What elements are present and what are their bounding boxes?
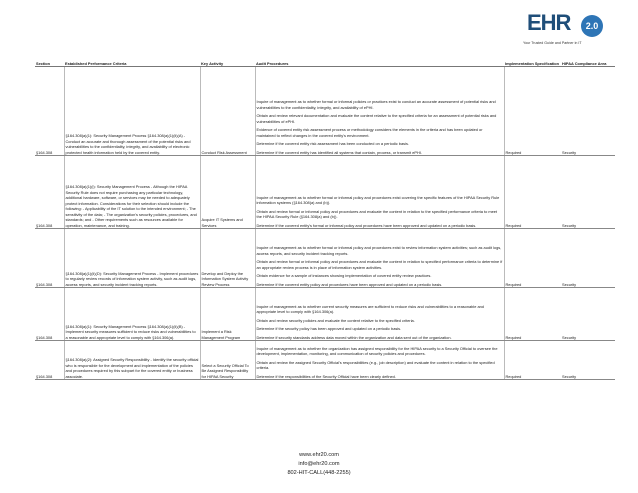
cell-activity: Conduct Risk Assessment <box>200 67 255 156</box>
cell-section: §164.308 <box>35 288 64 341</box>
procedure-item: Determine if the covered entity risk assessment has been conducted on a periodic basis. <box>256 141 409 146</box>
procedure-item: Obtain and review the assigned Security Official's responsibilities (e.g., job description) and evaluate the content in relation to the specified criteria. <box>256 359 495 370</box>
cell-section: §164.308 <box>35 156 64 229</box>
cell-criteria: §164.308(a)(1)(ii)(D): Security Management Process - Implement procedures to regularly review records of information system activity, such as audit logs, access reports, and security incident tracking reports. <box>64 229 200 288</box>
cell-procedures <box>255 341 504 380</box>
cell-implementation: Required <box>504 156 561 229</box>
cell-hipaa: Security <box>561 67 615 156</box>
footer-phone: 802-HIT-CALL(448-2255) <box>287 470 351 476</box>
logo-mark <box>523 8 585 40</box>
procedure-item: Determine if the security policy has been approved and updated on a periodic basis. <box>256 326 402 331</box>
cell-criteria: §164.308(a)(1): Security Management Process §164.308(a)(1)(ii)(A) - Conduct an accurate and thorough assessment of the potential risks and vulnerabilities to the confidentiality, integrity, and availability of electronic protected health information held by the covered entity. <box>64 67 200 156</box>
cell-procedures <box>255 156 504 229</box>
table-row <box>35 229 615 288</box>
cell-activity: Select a Security Official To Be Assigned Responsibility for HIPAA Security <box>200 341 255 380</box>
cell-hipaa: Security <box>561 341 615 380</box>
cell-criteria: §164.308(a)(1)(i): Security Management Process - Although the HIPAA Security Rule does not require purchasing any particular technology, additional hardware, software, or services may be needed to adequately protect information. Considerations for their selection should include the following: - Applicability of the IT solution to the intended environment; - The sensitivity of the data; - The organization's security policies, procedures, and standards; and - Other requirements such as resources available for operation, maintenance, and training. <box>64 156 200 229</box>
cell-hipaa: Security <box>561 156 615 229</box>
logo-tagline: Your Trusted Guide and Partner in IT <box>523 41 582 45</box>
table-row <box>35 341 615 380</box>
cell-implementation: Required <box>504 67 561 156</box>
cell-procedures <box>255 229 504 288</box>
procedure-item: Obtain and review security policies and evaluate the content relative to the specified criteria. <box>256 317 415 323</box>
procedure-item: Obtain and review formal or informal policy and procedures and evaluate the content in relation to specified performance criteria to determine if an appropriate review process is in place of information system activities. <box>256 259 503 270</box>
header-implementation: Implementation Specification <box>504 48 561 67</box>
procedure-item: Inquire of management as to whether formal or informal policy and procedures exist covering the specific features of the HIPAA Security Rule information systems (§164.308(a) and (b)). <box>256 194 500 205</box>
header-procedures: Audit Procedures <box>255 48 504 67</box>
cell-procedures <box>255 288 504 341</box>
procedure-item: Determine if security standards address data moved within the organization and data sent out of the organization. <box>256 334 452 340</box>
cell-implementation: Required <box>504 341 561 380</box>
cell-criteria: §164.308(a)(1): Security Management Process §164.308(a)(1)(ii)(B) - Implement security measures sufficient to reduce risks and vulnerabilities to a reasonable and appropriate level to comply with §164.306(a). <box>64 288 200 341</box>
logo-version-badge: 2.0 <box>581 15 603 37</box>
cell-hipaa: Security <box>561 229 615 288</box>
cell-activity: Implement a Risk Management Program <box>200 288 255 341</box>
logo-text: EHR <box>527 10 571 35</box>
ehr20-logo <box>523 8 607 48</box>
header-activity: Key Activity <box>200 48 255 67</box>
table-row <box>35 156 615 229</box>
table-row <box>35 67 615 156</box>
procedure-item: Determine if the covered entity's formal or informal policy and procedures have been approved and updated on a periodic basis. <box>256 222 477 228</box>
procedure-item: Determine if the covered entity policy and procedures have been approved and updated on a periodic basis. <box>256 281 443 287</box>
procedure-item: Inquire of management as to whether current security measures are sufficient to reduce risks and vulnerabilities to a reasonable and appropriate level to comply with §164.306(a). <box>256 303 484 314</box>
footer-email[interactable]: info@ehr20.com <box>298 461 340 467</box>
procedure-item: Inquire of management as to whether formal or informal policy and procedures exist to review information system activities; such as audit logs, access reports, and security incident tracking reports. <box>256 245 502 256</box>
procedure-item: Obtain evidence for a sample of instances showing implementation of covered entity review practices. <box>256 273 432 278</box>
cell-implementation: Required <box>504 288 561 341</box>
procedure-item: Determine if the covered entity has identified all systems that contain, process, or transmit ePHI. <box>256 149 422 155</box>
procedure-item: Determine if the responsibilities of the Security Official have been clearly defined. <box>256 373 396 379</box>
cell-section: §164.308 <box>35 341 64 380</box>
header-criteria: Established Performance Criteria <box>64 48 200 67</box>
audit-table <box>35 48 615 380</box>
header-section: Section <box>35 48 64 67</box>
cell-hipaa: Security <box>561 288 615 341</box>
footer-website[interactable]: www.ehr20.com <box>299 452 339 458</box>
cell-activity: Develop and Deploy the Information System Activity Review Process <box>200 229 255 288</box>
procedure-item: Obtain and review relevant documentation and evaluate the content relative to the specified criteria for an assessment of potential risks and vulnerabilities of ePHI. <box>256 113 497 124</box>
table-header-row <box>35 48 615 67</box>
procedure-item: Inquire of management as to whether formal or informal policies or practices exist to conduct an accurate assessment of potential risks and vulnerabilities to the confidentiality, integrity, and availability of ePHI. <box>256 99 496 110</box>
procedure-item: Inquire of management as to whether the organization has assigned responsibility for the HIPAA security to a Security Official to oversee the development, implementation, monitoring, and communication of security policies and procedures. <box>256 345 498 356</box>
header-hipaa: HIPAA Compliance Area <box>561 48 615 67</box>
procedure-item: Evidence of covered entity risk assessment process or methodology considers the elements in the criteria and has been updated or maintained to reflect changes in the covered entity's environment. <box>256 127 483 138</box>
cell-criteria: §164.308(a)(2): Assigned Security Responsibility - Identify the security official who is responsible for the development and implementation of the policies and procedures required by this subpart for the covered entity or business associate. <box>64 341 200 380</box>
table-row <box>35 288 615 341</box>
cell-section: §164.308 <box>35 67 64 156</box>
cell-activity: Acquire IT Systems and Services <box>200 156 255 229</box>
cell-implementation: Required <box>504 229 561 288</box>
procedure-item: Obtain and review formal or informal policy and procedures and evaluate the content in relation to the specified performance criteria to meet the HIPAA Security Rule (§164.308(a) and (b)). <box>256 208 497 219</box>
cell-section: §164.308 <box>35 229 64 288</box>
cell-procedures <box>255 67 504 156</box>
